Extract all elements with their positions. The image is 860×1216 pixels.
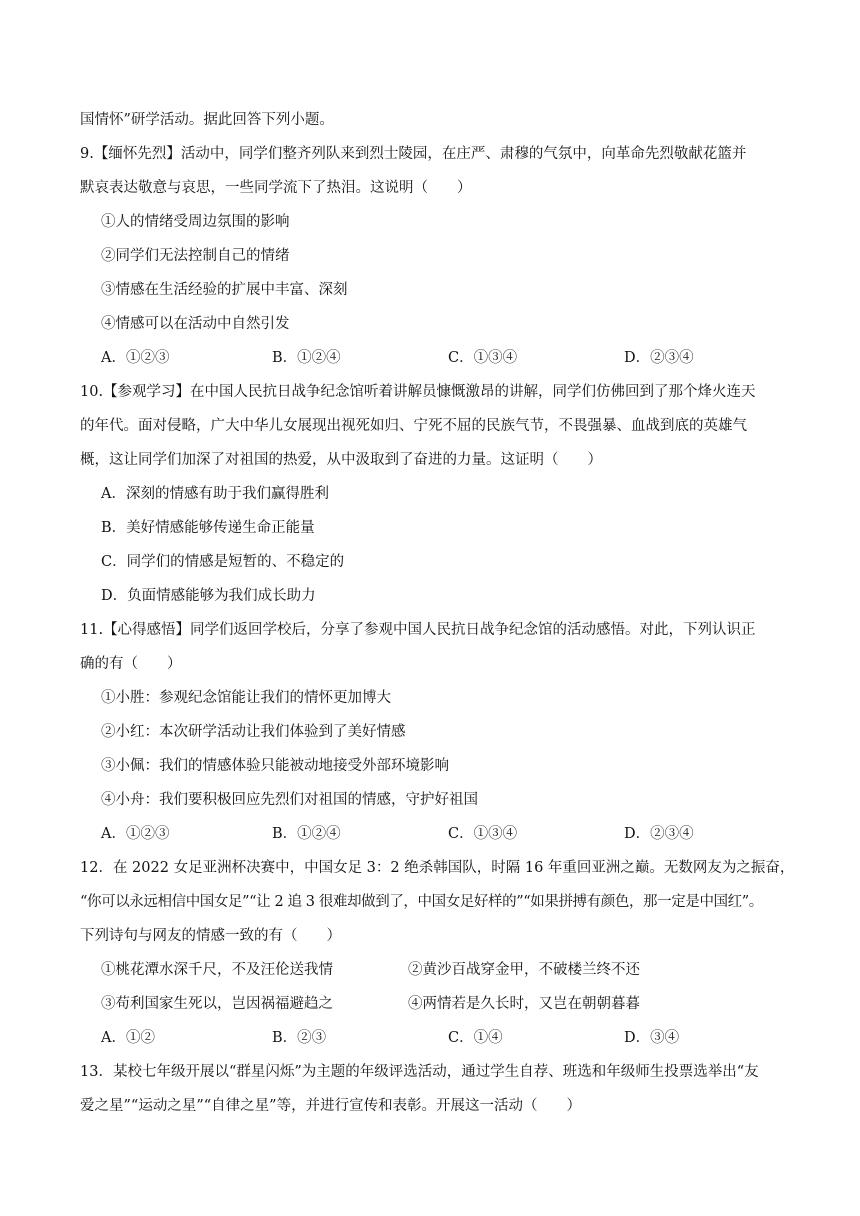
- q9-choice-d[interactable]: D．②③④: [624, 350, 694, 366]
- q12-item: ③苟利国家生死以，岂因祸福避趋之: [101, 996, 333, 1012]
- q11-item: ②小红：本次研学活动让我们体验到了美好情感: [101, 724, 406, 740]
- q10-stem-line2: 的年代。面对侵略，广大中华儿女展现出视死如归、宁死不屈的民族气节，不畏强暴、血战到底的英雄气: [80, 418, 747, 434]
- q9-choice-a[interactable]: A．①②③: [101, 350, 170, 366]
- q9-choice-c[interactable]: C．①③④: [448, 350, 518, 366]
- q13-stem-line2: 爱之星”“运动之星”“自律之星”等，并进行宣传和表彰。开展这一活动（ ）: [80, 1098, 582, 1114]
- q11-choice-d[interactable]: D．②③④: [624, 826, 694, 842]
- q12-item: ①桃花潭水深千尺，不及汪伦送我情: [101, 962, 333, 978]
- q11-stem-line1: 11.【心得感悟】同学们返回学校后，分享了参观中国人民抗日战争纪念馆的活动感悟。对此，下列认识正: [80, 622, 756, 638]
- q12-stem-line2: “你可以永远相信中国女足”“让 2 追 3 很难却做到了，中国女足好样的”“如果拼搏有颜色，那一定是中国红”。: [80, 894, 763, 910]
- intro-text: 国情怀”研学活动。据此回答下列小题。: [80, 112, 334, 128]
- q12-stem-line1: 12．在 2022 女足亚洲杯决赛中，中国女足 3：2 绝杀韩国队，时隔 16 年重回亚洲之巅。无数网友为之振奋，: [80, 860, 795, 876]
- q12-item: ②黄沙百战穿金甲，不破楼兰终不还: [408, 962, 640, 978]
- q12-items-row2: [101, 994, 781, 1014]
- q9-stem-line2: 默哀表达敬意与哀思，一些同学流下了热泪。这说明（ ）: [80, 180, 472, 196]
- q11-choice-c[interactable]: C．①③④: [448, 826, 518, 842]
- q10-choice-d[interactable]: D．负面情感能够为我们成长助力: [101, 588, 316, 604]
- q9-choice-b[interactable]: B．①②④: [272, 350, 341, 366]
- q9-item: ④情感可以在活动中自然引发: [101, 316, 290, 332]
- q12-items-row1: [101, 960, 781, 980]
- q11-item: ①小胜：参观纪念馆能让我们的情怀更加博大: [101, 690, 391, 706]
- q10-stem-line1: 10.【参观学习】在中国人民抗日战争纪念馆听着讲解员慷慨激昂的讲解，同学们仿佛回到了那个烽火连天: [80, 384, 756, 400]
- q10-stem-line3: 概，这让同学们加深了对祖国的热爱，从中汲取到了奋进的力量。这证明（ ）: [80, 452, 602, 468]
- q12-item: ④两情若是久长时，又岂在朝朝暮暮: [408, 996, 640, 1012]
- q13-stem-line1: 13．某校七年级开展以“群星闪烁”为主题的年级评选活动，通过学生自荐、班选和年级师生投票选举出“友: [80, 1064, 759, 1080]
- q12-stem-line3: 下列诗句与网友的情感一致的有（ ）: [80, 928, 341, 944]
- q12-choice-b[interactable]: B．②③: [272, 1030, 327, 1046]
- q11-stem-line2: 确的有（ ）: [80, 656, 182, 672]
- q9-item: ②同学们无法控制自己的情绪: [101, 248, 290, 264]
- q10-choice-c[interactable]: C．同学们的情感是短暂的、不稳定的: [101, 554, 345, 570]
- q9-stem-line1: 9.【缅怀先烈】活动中，同学们整齐列队来到烈士陵园，在庄严、肃穆的气氛中，向革命先烈敬献花篮并: [80, 146, 747, 162]
- q11-choice-a[interactable]: A．①②③: [101, 826, 170, 842]
- q12-choices: [101, 1028, 781, 1048]
- q9-item: ①人的情绪受周边氛围的影响: [101, 214, 290, 230]
- q9-item: ③情感在生活经验的扩展中丰富、深刻: [101, 282, 348, 298]
- q11-item: ④小舟：我们要积极回应先烈们对祖国的情感，守护好祖国: [101, 792, 478, 808]
- q11-item: ③小佩：我们的情感体验只能被动地接受外部环境影响: [101, 758, 449, 774]
- q10-choice-a[interactable]: A．深刻的情感有助于我们赢得胜利: [101, 486, 329, 502]
- q12-choice-d[interactable]: D．③④: [624, 1030, 680, 1046]
- q9-choices: [101, 348, 781, 368]
- q12-choice-c[interactable]: C．①④: [448, 1030, 503, 1046]
- q11-choice-b[interactable]: B．①②④: [272, 826, 341, 842]
- q11-choices: [101, 824, 781, 844]
- q12-choice-a[interactable]: A．①②: [101, 1030, 155, 1046]
- q10-choice-b[interactable]: B．美好情感能够传递生命正能量: [101, 520, 315, 536]
